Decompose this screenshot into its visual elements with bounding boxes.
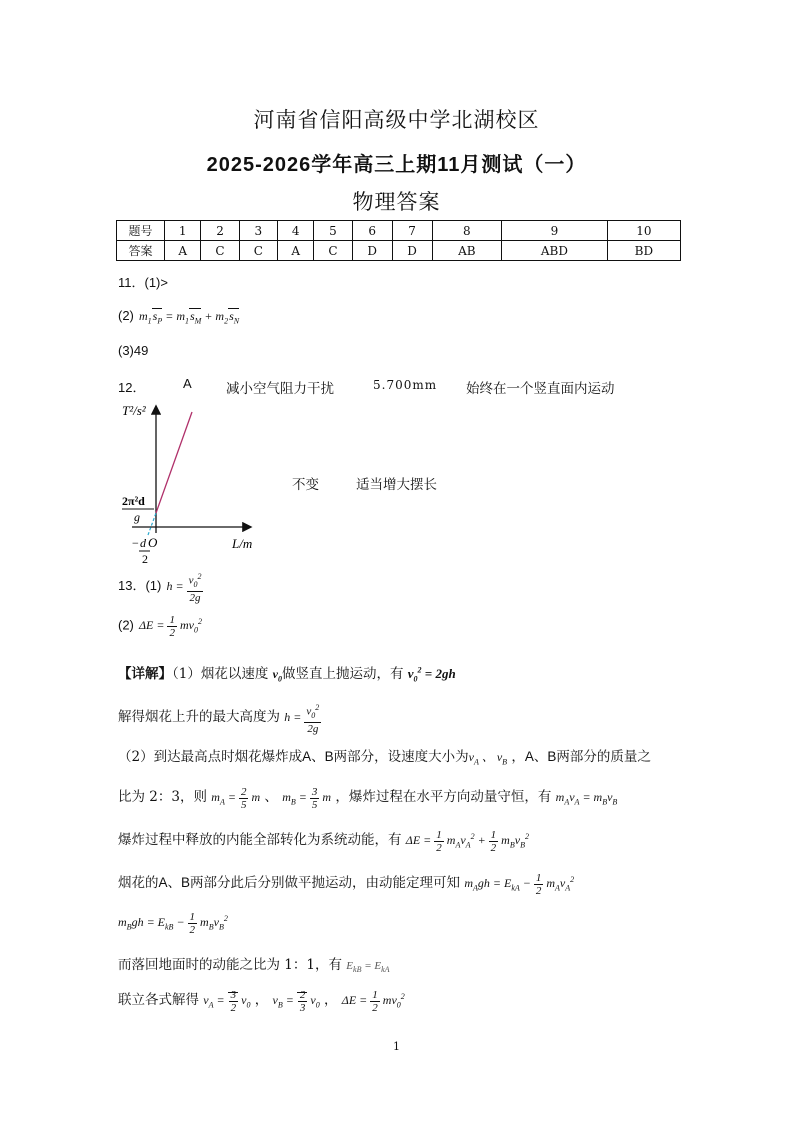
answer-cell: BD [607, 241, 680, 261]
detail-text-2: 解得烟花上升的最大高度为 [118, 709, 280, 726]
mass-a-formula: $m_A$ = $\frac{2}{5}$ m [211, 785, 261, 811]
q13-part2 [118, 614, 202, 639]
x-intercept-numerator: d [140, 536, 146, 550]
detail-line-8 [118, 953, 390, 974]
energy-release-formula: ΔE = $\frac{1}{2}$ $m_Av_A^2$ + $\frac{1}{2}$ $m_Bv_B^2$ [405, 828, 529, 854]
answer-cell: D [392, 241, 432, 261]
detail-text-3c: 两部分的质量之 [556, 749, 651, 765]
row-label: 题号 [117, 221, 165, 241]
exam-month: 11 [437, 154, 461, 176]
q12-answer-c: 5.700mm [373, 378, 438, 392]
answer-cell: C [201, 241, 239, 261]
q13-part2-label: (2) [118, 617, 134, 633]
detail-line-5 [118, 828, 529, 854]
energy-result: ΔE = $\frac{1}{2}$ $mv_0^2$ [341, 988, 405, 1014]
exam-title-part1: 学年高三上期 [311, 152, 438, 176]
exam-year: 2025-2026 [206, 154, 312, 176]
exam-title [0, 148, 793, 177]
q11-part1 [118, 272, 168, 291]
answer-cell: C [314, 241, 352, 261]
vb-result: $v_B$ = $\frac{2}{3}$ $v_0$ [272, 988, 320, 1014]
q11-label: 11． [118, 275, 145, 290]
q13-part1-label: (1) [145, 578, 162, 594]
detail-text-7: 而落回地面时的动能之比为 1：1，有 [118, 957, 342, 973]
detail-text-1a: （1）烟花以速度 [172, 666, 269, 682]
y-intercept-numerator: 2π²d [122, 494, 145, 508]
work-energy-b-formula: $m_Bgh = E_{kB}$ − $\frac{1}{2}$ $m_Bv_B^2$ [118, 911, 228, 936]
answer-table [116, 220, 681, 261]
question-number: 5 [314, 221, 352, 241]
q12-answer-e: 不变 [292, 477, 319, 493]
answer-cell: C [239, 241, 277, 261]
detail-text-3b: 两部分，设速度大小为 [333, 749, 469, 765]
q12-answer-a: A [183, 376, 192, 391]
detail-text-8: 联立各式解得 [118, 992, 199, 1008]
question-number: 8 [432, 221, 502, 241]
table-row-numbers [117, 221, 681, 241]
answer-cell: AB [432, 241, 502, 261]
answer-cell: ABD [502, 241, 608, 261]
question-number: 2 [201, 221, 239, 241]
q12-label: 12． [118, 380, 146, 395]
detail-text-4a: 比为 2：3，则 [118, 789, 207, 805]
momentum-formula: $m_Av_A = m_Bv_B$ [555, 790, 618, 807]
fit-line [156, 412, 192, 513]
detail-line-9: 联立各式解得 $v_A$ = $\frac{3}{2}$ $v_0$ ， $v_B$ = $\frac{2}{3}$ $v_0$ ， ΔE = $\frac{1}{2}$ $mv_0^2$ [118, 988, 405, 1014]
q13-label: 13． [118, 578, 146, 594]
answer-cell: D [352, 241, 392, 261]
detail-line-6: 烟花的A、B两部分此后分别做平抛运动，由动能定理可知 $m_Agh = E_{kA}$ − $\frac{1}{2}$ $m_Av_A^2$ [118, 871, 575, 897]
detail-tag: 【详解】 [118, 666, 172, 682]
q11-answer1: (1)> [144, 275, 168, 290]
q13-part1 [118, 571, 203, 604]
mass-b-formula: $m_B$ = $\frac{3}{5}$ m [282, 785, 332, 811]
question-number: 7 [392, 221, 432, 241]
va-result: $v_A$ = $\frac{3}{2}$ $v_0$ [203, 988, 251, 1014]
q12-answer-f: 适当增大摆长 [356, 477, 437, 493]
q12-answer-d: 始终在一个竖直面内运动 [466, 381, 615, 397]
detail-text-1b: 做竖直上抛运动，有 [281, 666, 404, 682]
q11-formula: $m_1s_P = m_1s_M + m_2s_N$ [138, 309, 240, 326]
exam-title-part2: 月测试（一） [460, 152, 587, 176]
detail-line-7 [118, 911, 228, 936]
detail-text-4b: ，爆炸过程在水平方向动量守恒，有 [335, 789, 552, 805]
detail-line-4: 比为 2：3，则 $m_A$ = $\frac{2}{5}$ m 、 $m_B$ = $\frac{3}{5}$ m ，爆炸过程在水平方向动量守恒，有 $m_Av_A = m_Bv_B$ [118, 785, 618, 811]
detail-line-2 [118, 702, 321, 735]
y-axis-label: T²/s² [122, 403, 146, 418]
question-number: 6 [352, 221, 392, 241]
x-axis-label: L/m [232, 536, 253, 551]
question-number: 9 [502, 221, 608, 241]
answer-cell: A [277, 241, 313, 261]
question-number: 4 [277, 221, 313, 241]
detail-line-3: （2）到达最高点时烟花爆炸成A、B两部分，设速度大小为$v_A$ 、 $v_B$ ，A、B两部分的质量之 [118, 749, 651, 767]
q12-graph [110, 395, 280, 575]
extrapolated-line [148, 513, 156, 535]
row-label: 答案 [117, 241, 165, 261]
question-number: 1 [165, 221, 201, 241]
kinetic-equal-formula: $E_{kB} = E_{kA}$ [346, 960, 390, 975]
kinematic-formula: $v_0^2 = 2gh$ [407, 665, 456, 684]
origin-label: O [148, 535, 158, 550]
q11-part3: (3)49 [118, 343, 149, 358]
q13-energy-formula: ΔE = $\frac{1}{2}$ $mv_0^2$ [138, 614, 202, 639]
detail-text-6a: 烟花的 [118, 875, 159, 891]
detail-line-1 [118, 662, 456, 684]
question-number: 10 [607, 221, 680, 241]
answer-cell: A [165, 241, 201, 261]
max-height-formula: h = $\frac{v_0^2}{2g}$ [284, 703, 320, 735]
detail-text-3a: （2）到达最高点时烟花爆炸成 [118, 749, 303, 765]
y-intercept-denominator: g [134, 510, 140, 524]
detail-text-5: 爆炸过程中释放的内能全部转化为系统动能，有 [118, 832, 402, 848]
detail-text-6b: 两部分此后分别做平抛运动，由动能定理可知 [190, 875, 461, 891]
v0-symbol: $v_0$ [272, 667, 282, 684]
q12-answer-b: 减小空气阻力干扰 [226, 381, 334, 397]
q11-part2-label: (2) [118, 308, 134, 323]
work-energy-a-formula: $m_Agh = E_{kA}$ − $\frac{1}{2}$ $m_Av_A^2$ [464, 871, 575, 897]
table-row-answers [117, 241, 681, 261]
page-number: 1 [393, 1040, 400, 1053]
q13-height-formula: h = $\frac{v_0^2}{2g}$ [166, 572, 202, 604]
subject-title: 物理答案 [352, 190, 441, 214]
school-title: 河南省信阳高级中学北湖校区 [253, 108, 540, 132]
x-intercept-sign: − [132, 536, 139, 550]
x-intercept-denominator: 2 [142, 552, 148, 566]
question-number: 3 [239, 221, 277, 241]
q11-part2 [118, 305, 239, 325]
